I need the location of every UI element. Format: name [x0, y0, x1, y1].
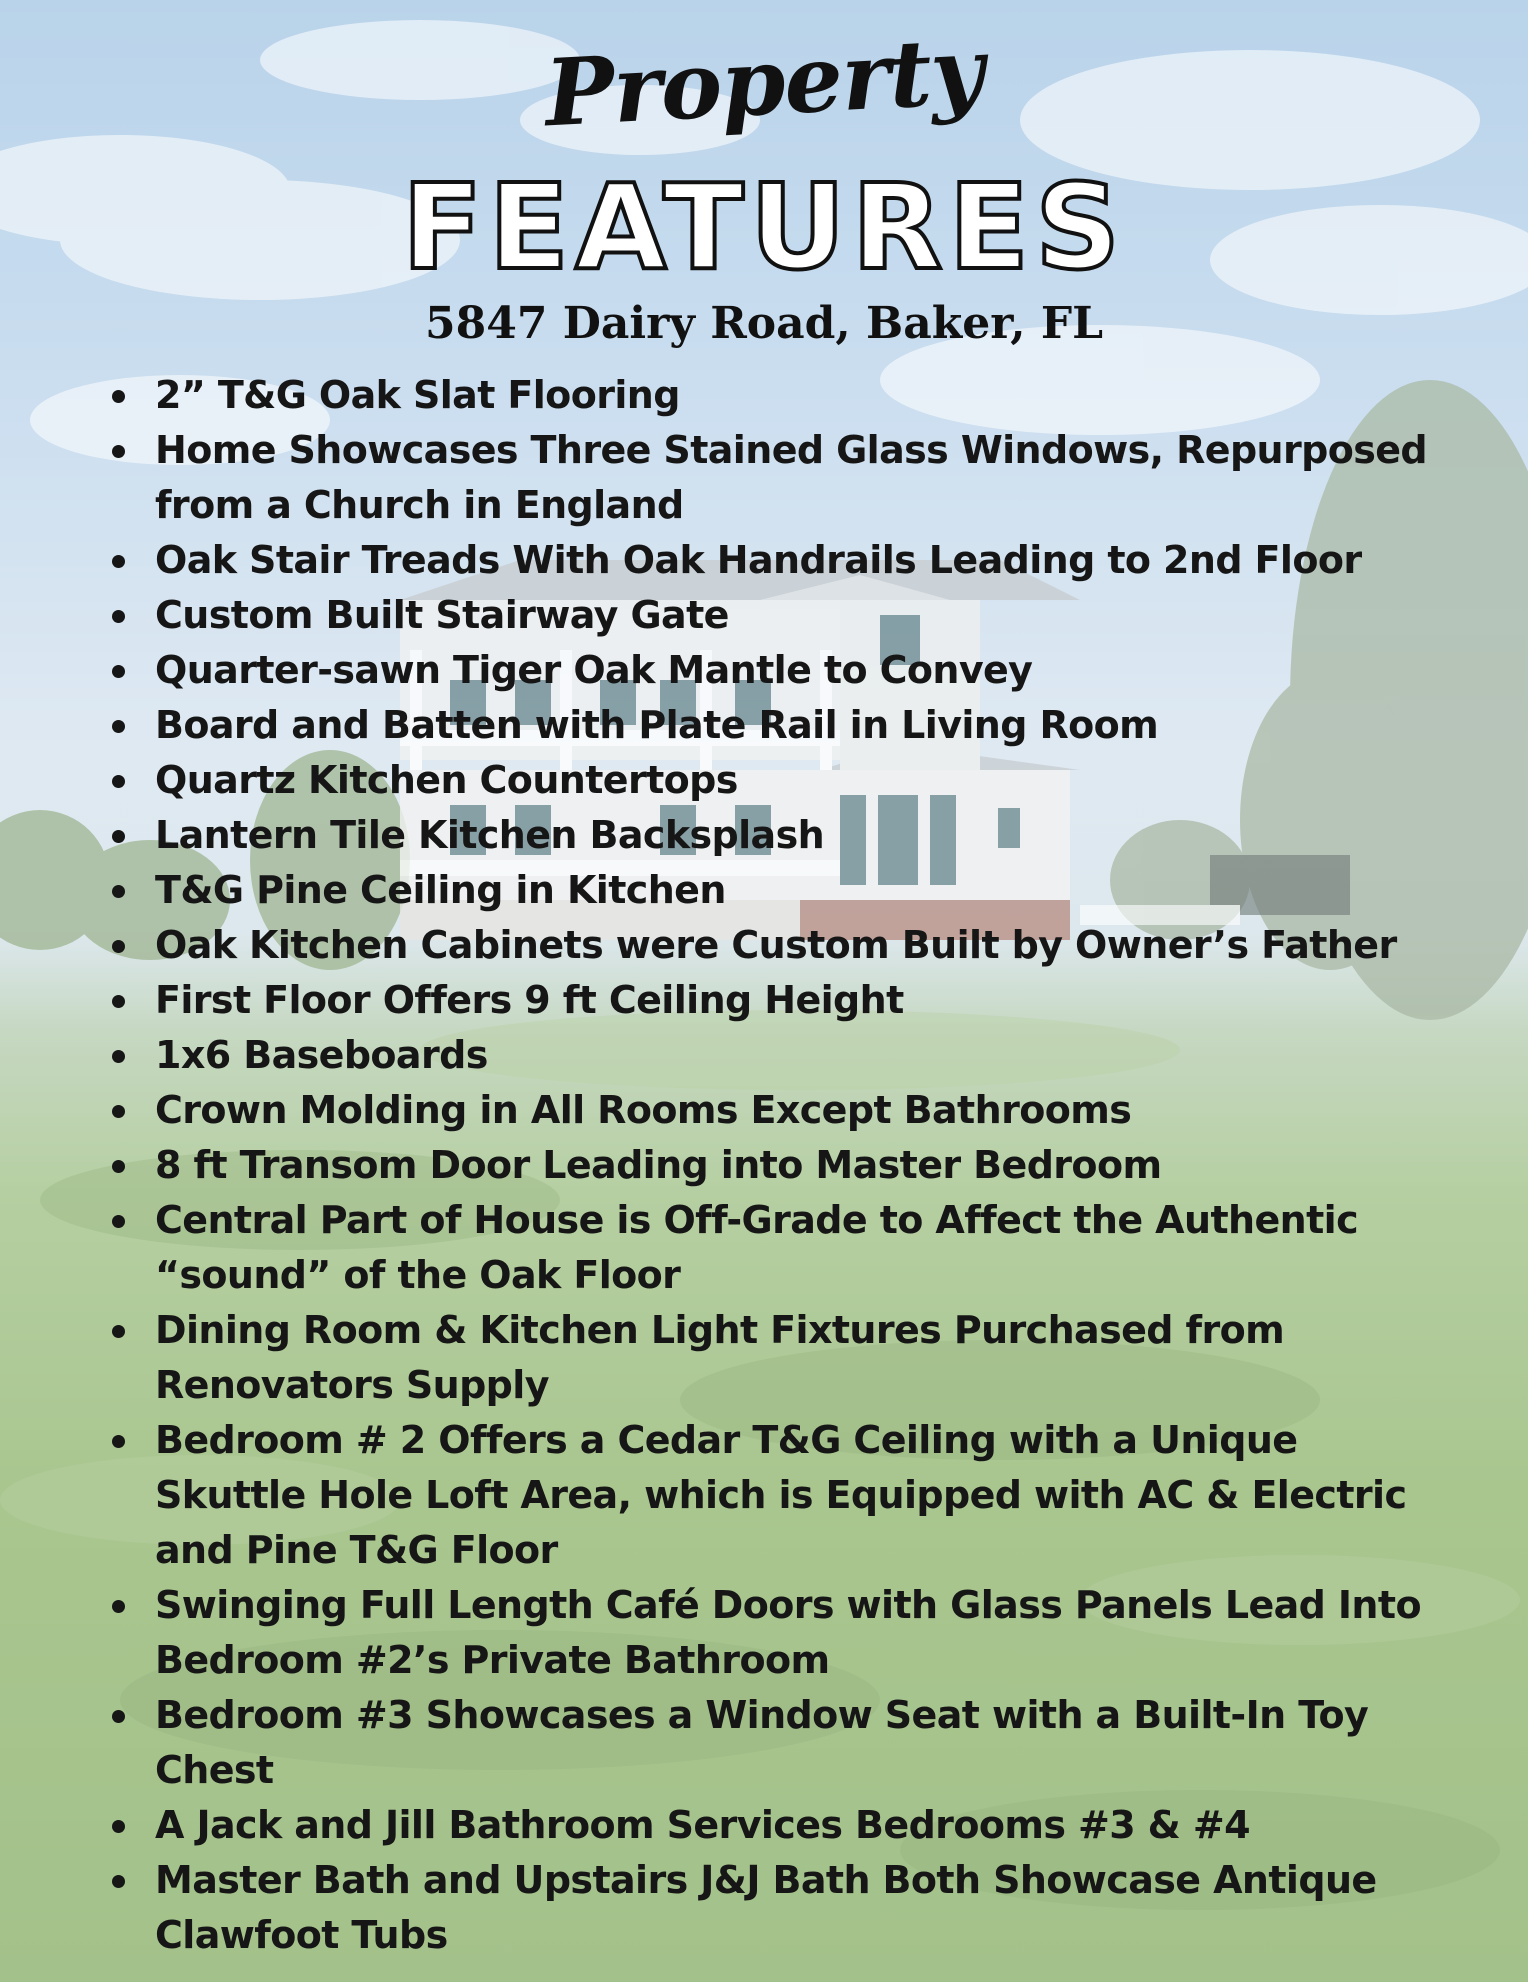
bullet-icon: [112, 1710, 125, 1723]
bullet-icon: [112, 1435, 125, 1448]
features-list: [110, 368, 1460, 1963]
feature-text: A Jack and Jill Bathroom Services Bedrooms #3 & #4: [155, 1803, 1250, 1847]
bullet-icon: [112, 995, 125, 1008]
bullet-icon: [112, 1050, 125, 1063]
bullet-icon: [112, 1160, 125, 1173]
list-item: [110, 1303, 1460, 1413]
list-item: [110, 1688, 1460, 1798]
bullet-icon: [112, 1820, 125, 1833]
feature-text: Crown Molding in All Rooms Except Bathrooms: [155, 1088, 1132, 1132]
feature-text: Bedroom # 2 Offers a Cedar T&G Ceiling with a Unique Skuttle Hole Loft Area, which is Equipped with AC & Electric and Pine T&G Floor: [155, 1418, 1407, 1572]
feature-text: Board and Batten with Plate Rail in Living Room: [155, 703, 1159, 747]
bullet-icon: [112, 1105, 125, 1118]
bullet-icon: [112, 885, 125, 898]
feature-text: Quarter-sawn Tiger Oak Mantle to Convey: [155, 648, 1033, 692]
bullet-icon: [112, 1600, 125, 1613]
list-item: [110, 588, 1460, 643]
list-item: [110, 863, 1460, 918]
feature-text: Swinging Full Length Café Doors with Glass Panels Lead Into Bedroom #2’s Private Bathroom: [155, 1583, 1421, 1682]
list-item: [110, 1193, 1460, 1303]
feature-text: First Floor Offers 9 ft Ceiling Height: [155, 978, 904, 1022]
bullet-icon: [112, 1325, 125, 1338]
property-address: 5847 Dairy Road, Baker, FL: [424, 298, 1104, 349]
feature-text: 8 ft Transom Door Leading into Master Bedroom: [155, 1143, 1162, 1187]
list-item: [110, 368, 1460, 423]
feature-text: Central Part of House is Off-Grade to Affect the Authentic “sound” of the Oak Floor: [155, 1198, 1359, 1297]
feature-text: Custom Built Stairway Gate: [155, 593, 729, 637]
list-item: [110, 698, 1460, 753]
list-item: [110, 1083, 1460, 1138]
feature-text: Lantern Tile Kitchen Backsplash: [155, 813, 825, 857]
list-item: [110, 423, 1460, 533]
feature-text: Dining Room & Kitchen Light Fixtures Purchased from Renovators Supply: [155, 1308, 1285, 1407]
feature-text: Quartz Kitchen Countertops: [155, 758, 738, 802]
feature-text: 2” T&G Oak Slat Flooring: [155, 373, 680, 417]
feature-text: 1x6 Baseboards: [155, 1033, 488, 1077]
list-item: [110, 1798, 1460, 1853]
header-script-title: Property: [542, 16, 986, 148]
bullet-icon: [112, 445, 125, 458]
bullet-icon: [112, 1215, 125, 1228]
list-item: [110, 1578, 1460, 1688]
list-item: [110, 1028, 1460, 1083]
bullet-icon: [112, 775, 125, 788]
list-item: [110, 973, 1460, 1028]
list-item: [110, 643, 1460, 698]
bullet-icon: [112, 610, 125, 623]
bullet-icon: [112, 390, 125, 403]
bullet-icon: [112, 830, 125, 843]
feature-text: Oak Kitchen Cabinets were Custom Built by Owner’s Father: [155, 923, 1397, 967]
list-item: [110, 1853, 1460, 1963]
header-outline-title: FEATURES: [401, 158, 1127, 296]
list-item: [110, 1138, 1460, 1193]
bullet-icon: [112, 1875, 125, 1888]
list-item: [110, 533, 1460, 588]
bullet-icon: [112, 720, 125, 733]
list-item: [110, 753, 1460, 808]
feature-text: Master Bath and Upstairs J&J Bath Both Showcase Antique Clawfoot Tubs: [155, 1858, 1377, 1957]
list-item: [110, 918, 1460, 973]
feature-text: T&G Pine Ceiling in Kitchen: [155, 868, 726, 912]
bullet-icon: [112, 555, 125, 568]
list-item: [110, 808, 1460, 863]
bullet-icon: [112, 665, 125, 678]
feature-text: Oak Stair Treads With Oak Handrails Leading to 2nd Floor: [155, 538, 1362, 582]
bullet-icon: [112, 940, 125, 953]
list-item: [110, 1413, 1460, 1578]
feature-text: Bedroom #3 Showcases a Window Seat with a Built-In Toy Chest: [155, 1693, 1369, 1792]
feature-text: Home Showcases Three Stained Glass Windows, Repurposed from a Church in England: [155, 428, 1428, 527]
